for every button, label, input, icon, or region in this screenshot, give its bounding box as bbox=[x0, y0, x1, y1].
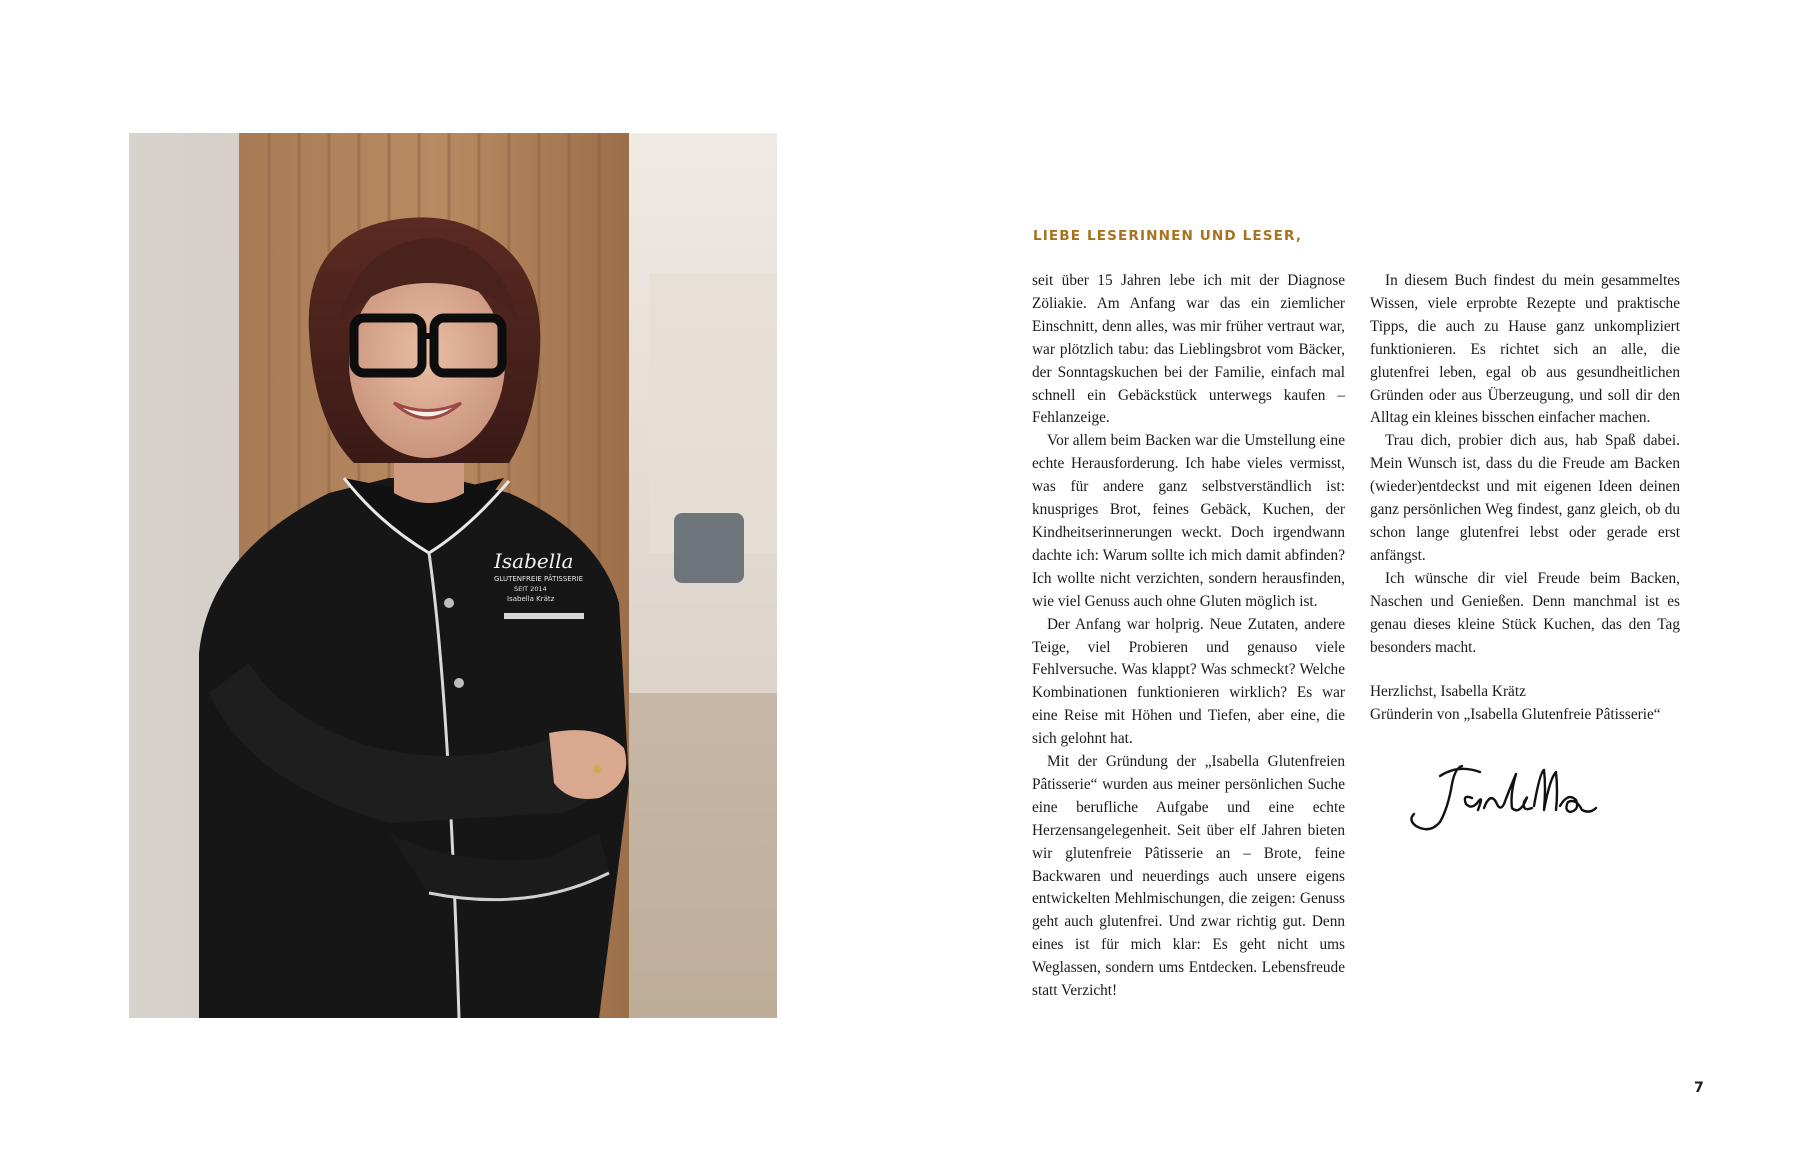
closing-greeting: Herzlichst, Isabella Krätz bbox=[1370, 683, 1526, 701]
closing-role: Gründerin von „Isabella Glutenfreie Pâtisserie“ bbox=[1370, 706, 1661, 724]
paragraph: Ich wünsche dir viel Freude beim Backen, Naschen und Genießen. Denn manchmal ist es genau dieses kleine Stück Kuchen, das den Tag besonders macht. bbox=[1370, 569, 1680, 656]
paragraph: Der Anfang war holprig. Neue Zutaten, andere Teige, viel Probieren und genauso viele Fehlversuche. Was klappt? Was schmeckt? Welche Kombinationen funktionieren wirklich? Es war eine Reise mit Höhen und Tiefen, aber eine, die sich gelohnt hat. bbox=[1032, 615, 1345, 748]
paragraph: seit über 15 Jahren lebe ich mit der Diagnose Zöliakie. Am Anfang war das ein ziemlicher Einschnitt, denn alles, was mir früher vertraut war, war plötzlich tabu: das Lieblingsbrot vom Bäcker, der Sonntagskuchen bei der Familie, einfach mal schnell ein Gebäckstück unterwegs kaufen – Fehlanzeige. bbox=[1032, 272, 1345, 427]
closing-block bbox=[1370, 681, 1680, 727]
paragraph: Vor allem beim Backen war die Umstellung eine echte Herausforderung. Ich habe vieles vermisst, was für andere ganz selbstverständlich ist: knuspriges Brot, feines Gebäck, Kuchen, der Kindheitserinnerungen weckt. Doch irgendwann dachte ich: Warum sollte ich mich damit abfinden? Ich wollte nicht verzichten, sondern herausfinden, wie viel Genuss auch ohne Gluten möglich ist. bbox=[1032, 432, 1345, 610]
letter-column-left bbox=[1032, 270, 1345, 1003]
jacket-embroidery-name: Isabella Krätz bbox=[507, 595, 555, 603]
paragraph: In diesem Buch findest du mein gesammeltes Wissen, viele erprobte Rezepte und praktische Tipps, die auch zu Hause ganz unkompliziert funktionieren. Es richtet sich an alle, die glutenfrei leben, egal ob aus gesundheitlichen Gründen oder aus Überzeugung, und soll dir den Alltag ein kleines bisschen einfacher machen. bbox=[1370, 272, 1680, 427]
paragraph: Trau dich, probier dich aus, hab Spaß dabei. Mein Wunsch ist, dass du die Freude am Backen (wieder)entdeckst und mit eigenen Ideen deinen ganz persönlichen Weg findest, ganz gleich, ob du schon lange glutenfrei lebst oder gerade erst anfängst. bbox=[1370, 432, 1680, 564]
jacket-brand-embroidery: Isabella bbox=[494, 549, 574, 573]
handwritten-signature bbox=[1400, 758, 1640, 838]
letter-heading: LIEBE LESERINNEN UND LESER, bbox=[1033, 228, 1303, 244]
portrait-photo bbox=[129, 133, 777, 1018]
jacket-embroidery-line1: GLUTENFREIE PÂTISSERIE bbox=[494, 575, 584, 583]
letter-column-right bbox=[1370, 270, 1680, 727]
paragraph: Mit der Gründung der „Isabella Glutenfreien Pâtisserie“ wurden aus meiner persönlichen Suche eine berufliche Aufgabe und eine echte Herzensangelegenheit. Seit über elf Jahren bieten wir glutenfreie Pâtisserie an – Brote, feine Backwaren und neuerdings auch unsere eigens entwickelten Mehlmischungen, die zeigen: Genuss geht auch glutenfrei. Und zwar richtig gut. Denn eines ist für mich klar: Es geht nicht ums Weglassen, sondern ums Entdecken. Lebensfreude statt Verzicht! bbox=[1032, 753, 1345, 1000]
page-number: 7 bbox=[1694, 1080, 1704, 1096]
jacket-embroidery-line2: SEIT 2014 bbox=[514, 585, 547, 593]
